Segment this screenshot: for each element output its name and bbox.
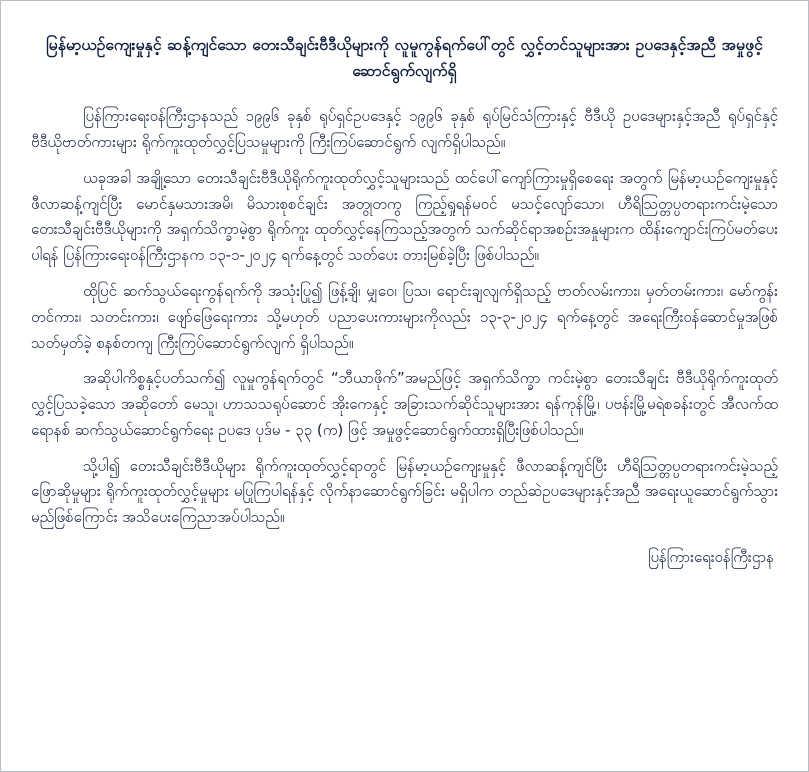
paragraph-3: ထိုပြင် ဆက်သွယ်ရေးကွန်ရက်ကို အသုံးပြု၍ ဖြန့်ချိ၊ မျှဝေ၊ ပြသ၊ ရောင်းချလျက်ရှိသည့် ဗာတ်လမ်းကား၊ မှတ်တမ်းကား၊ မော်ကွန်းတင်ကား၊ သတင်းကား၊ ဖျော်ဖြေရေးကား သို့မဟုတ် ပညာပေးကားများကိုလည်း ၁၃-၃-၂၀၂၄ ရက်နေ့တွင် အရေးကြီးဝန်ဆောင်မှုအဖြစ် သတ်မှတ်ခဲ့ စနစ်တကျ ကြီးကြပ်ဆောင်ရွက်လျက် ရှိပါသည်။ (31, 281, 778, 352)
paragraph-4: အဆိုပါကိစ္စနှင့်ပတ်သက်၍ လူမှုကွန်ရက်တွင် “ဘီယာဖိုက်”အမည်ဖြင့် အရှက်သိက္ခာ ကင်းမဲ့စွာ တေးသီချင်း ဗီဒီယိုရိုက်ကူးထုတ်လွှင့်ပြသခဲ့သော အဆိုတော် မေသူ၊ ဟာသသရုပ်ဆောင် အိုးကေနှင့် အခြားသက်ဆိုင်သူများအား ရန်ကုန်မြို့၊ ပဗန်းမြို့မရဲစခန်းတွင် အီလက်ထရောနစ် ဆက်သွယ်ဆောင်ရွက်ရေး ဥပဒေ ပုဒ်မ - ၃၃ (က) ဖြင့် အမှုဖွင့်ဆောင်ရွက်ထားရှိပြီးဖြစ်ပါသည်။ (31, 369, 778, 439)
signature-block: ပြန်ကြားရေးဝန်ကြီးဌာန (647, 548, 774, 567)
paragraph-2: ယခုအခါ အချို့သော တေးသီချင်းဗီဒီယိုရိုက်ကူးထုတ်လွှင့်သူများသည် ထင်ပေါ်ကျော်ကြားမှုရှိစေရေး အတွက် မြန်မာ့ယဉ်ကျေးမှုနှင့် ဖီလာဆန့်ကျင်ပြီး မောင်နှမသားအမိ၊ မိသားစုစင်ချင်း အတွုတကွ ကြည့်ရှုရန်မဝင် မသင့်လျော်သော၊ ဟီရိဩတ္တပ္ပတရားကင်းမဲ့သော တေးသီချင်းဗီဒီယိုများကို အရှက်သိက္ခာမဲ့စွာ ရိုက်ကူး ထုတ်လွှင့်နေကြသည့်အတွက် သက်ဆိုင်ရာအစဉ်းအနှုများက ထိန်းကျောင်းကြပ်မတ်ပေးပါရန် ပြန်ကြားရေးဝန်ကြီးဌာနက ၁၃-၁-၂၀၂၄ ရက်နေ့တွင် သတ်ပေး တားမြစ်ခဲ့ပြီး ဖြစ်ပါသည်။ (31, 168, 778, 265)
paragraph-1: ပြန်ကြားရေးဝန်ကြီးဌာနသည် ၁၉၉၆ ခုနှစ် ရုပ်ရှင်ဥပဒေနှင့် ၁၉၉၆ ခုနှစ် ရုပ်မြင်သံကြားနှင့် ဗီဒီယို ဥပဒေများနှင့်အညီ ရုပ်ရှင်နှင့် ဗီဒီယိုဗာတ်ကားများ ရိုက်ကူးထုတ်လွှင့်ပြသမှုများကို ကြီးကြပ်ဆောင်ရွက် လျက်ရှိပါသည်။ (31, 107, 778, 151)
paragraph-5: သို့ပါ၍ တေးသီချင်းဗီဒီယိုများ ရိုက်ကူးထုတ်လွှင့်ရာတွင် မြန်မာ့ယဉ်ကျေးမှုနှင့် ဖီလာဆန့်ကျင်ပြီး ဟီရိဩတ္တပ္ပတရားကင်းမဲ့သည့် ဖြောဆိုမှုများ ရိုက်ကူးထုတ်လွှင့်မှုများ မပြုကြပါရန်နှင့် လိုက်နာဆောင်ရွက်ခြင်း မရှိပါက တည်ဆဲဥပဒေများနှင့်အညီ အရေးယူဆောင်ရွက်သွားမည်ဖြစ်ကြောင်း အသိပေးကြေညာအပ်ပါသည်။ (31, 456, 778, 527)
page-title: မြန်မာ့ယဉ်ကျေးမှုနှင့် ဆန့်ကျင်သော တေးသီချင်းဗီဒီယိုများကို လူမူကွန်ရက်ပေါ်တွင် လွှင့်တင်သူများအား ဥပဒေနှင့်အညီ အမှုဖွင့်ဆောင်ရွက်လျက်ရှိ (46, 36, 763, 80)
